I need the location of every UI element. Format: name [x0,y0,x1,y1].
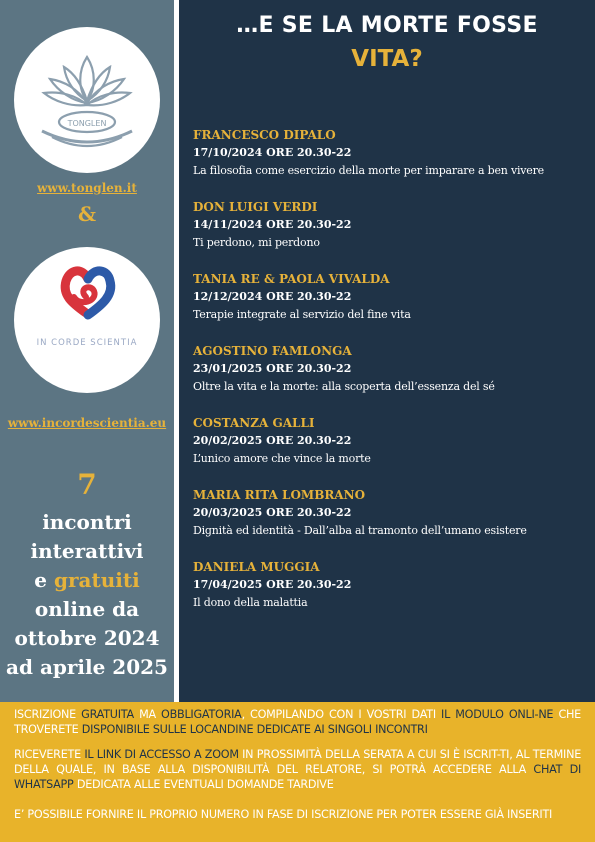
zoom-info [14,747,581,792]
event-speaker: DON LUIGI VERDI [193,200,318,214]
event-title: Oltre la vita e la morte: alla scoperta dell’essenza del sé [193,380,495,393]
heart-icon [14,247,160,393]
event-title: L’unico amore che vince la morte [193,452,371,465]
tonglen-logo [14,27,160,173]
event-date: 20/03/2025 ORE 20.30-22 [193,506,352,519]
event-title: Terapie integrate al servizio del fine vita [193,308,411,321]
event-speaker: TANIA RE & PAOLA VIVALDA [193,272,390,286]
event-title: Dignità ed identità - Dall’alba al tramonto dell’umano esistere [193,524,527,537]
footer-text: RICEVERETE [14,748,85,761]
promo-line: incontri [42,510,132,534]
event-item [193,559,593,612]
registration-info [14,707,581,737]
event-item [193,343,593,396]
event-speaker: FRANCESCO DIPALO [193,128,336,142]
promo-line: ottobre 2024 [14,626,160,650]
incordescientia-logo [14,247,160,393]
event-item [193,487,593,540]
event-item [193,127,593,180]
footer-text: MA [133,708,162,721]
footer-highlight: CHAT DI WHATSAPP [14,763,582,791]
event-item [193,271,593,324]
event-speaker: DANIELA MUGGIA [193,560,320,574]
tonglen-link[interactable]: www.tonglen.it [37,181,137,195]
promo-word: e [34,568,48,592]
footer-highlight: IL MODULO ONLI-NE [441,708,554,721]
svg-text:TONGLEN: TONGLEN [67,119,107,128]
footer-highlight: IL LINK DI ACCESSO A ZOOM [84,748,239,761]
event-date: 23/01/2025 ORE 20.30-22 [193,362,352,375]
ampersand: & [77,202,97,226]
footer-text: DEDICATA ALLE EVENTUALI DOMANDE TARDIVE [73,778,334,791]
svg-text:IN CORDE SCIENTIA: IN CORDE SCIENTIA [36,338,138,348]
event-speaker: AGOSTINO FAMLONGA [193,344,352,358]
phone-info [14,807,581,822]
event-date: 17/10/2024 ORE 20.30-22 [193,146,352,159]
footer-text: IN PROSSIMITÀ DELLA SERATA A CUI SI È ISCRIT-TI, AL TERMINE DELLA QUALE, IN BASE ALLA DISPONIBILITÀ DEL RELATORE, SI POTRÀ ACCEDERE ALLA [14,748,582,776]
event-title: La filosofia come esercizio della morte per imparare a ben vivere [193,164,544,177]
promo-line: online da [34,597,140,621]
meeting-count: 7 [77,468,97,501]
promo-line [0,566,174,595]
footer-highlight: DISPONIBILE SULLE LOCANDINE DEDICATE AI SINGOLI INCONTRI [81,723,428,736]
lotus-icon [14,27,160,173]
page-subtitle: VITA? [351,46,423,72]
promo-text [0,508,174,682]
promo-line: ad aprile 2025 [6,655,168,679]
page-title: …E SE LA MORTE FOSSE [236,13,538,38]
footer-highlight: GRATUITA [81,708,134,721]
footer-text: CHE TROVERETE [14,708,581,736]
event-speaker: COSTANZA GALLI [193,416,315,430]
footer-highlight: OBBLIGATORIA [161,708,242,721]
promo-line: interattivi [30,539,144,563]
promo-free: gratuiti [54,568,140,592]
event-date: 17/04/2025 ORE 20.30-22 [193,578,352,591]
event-date: 14/11/2024 ORE 20.30-22 [193,218,352,231]
event-speaker: MARIA RITA LOMBRANO [193,488,366,502]
event-date: 20/02/2025 ORE 20.30-22 [193,434,352,447]
event-title: Il dono della malattia [193,596,308,609]
event-date: 12/12/2024 ORE 20.30-22 [193,290,352,303]
event-title: Ti perdono, mi perdono [193,236,320,249]
event-item [193,415,593,468]
footer-text: E’ POSSIBILE FORNIRE IL PROPRIO NUMERO IN FASE DI ISCRIZIONE PER POTER ESSERE GIÀ INSERITI [14,808,553,821]
registration-footer [0,702,595,842]
incordescientia-link[interactable]: www.incordescientia.eu [7,416,167,430]
event-item [193,199,593,252]
footer-text: , COMPILANDO CON I VOSTRI DATI [241,708,442,721]
footer-text: ISCRIZIONE [14,708,82,721]
